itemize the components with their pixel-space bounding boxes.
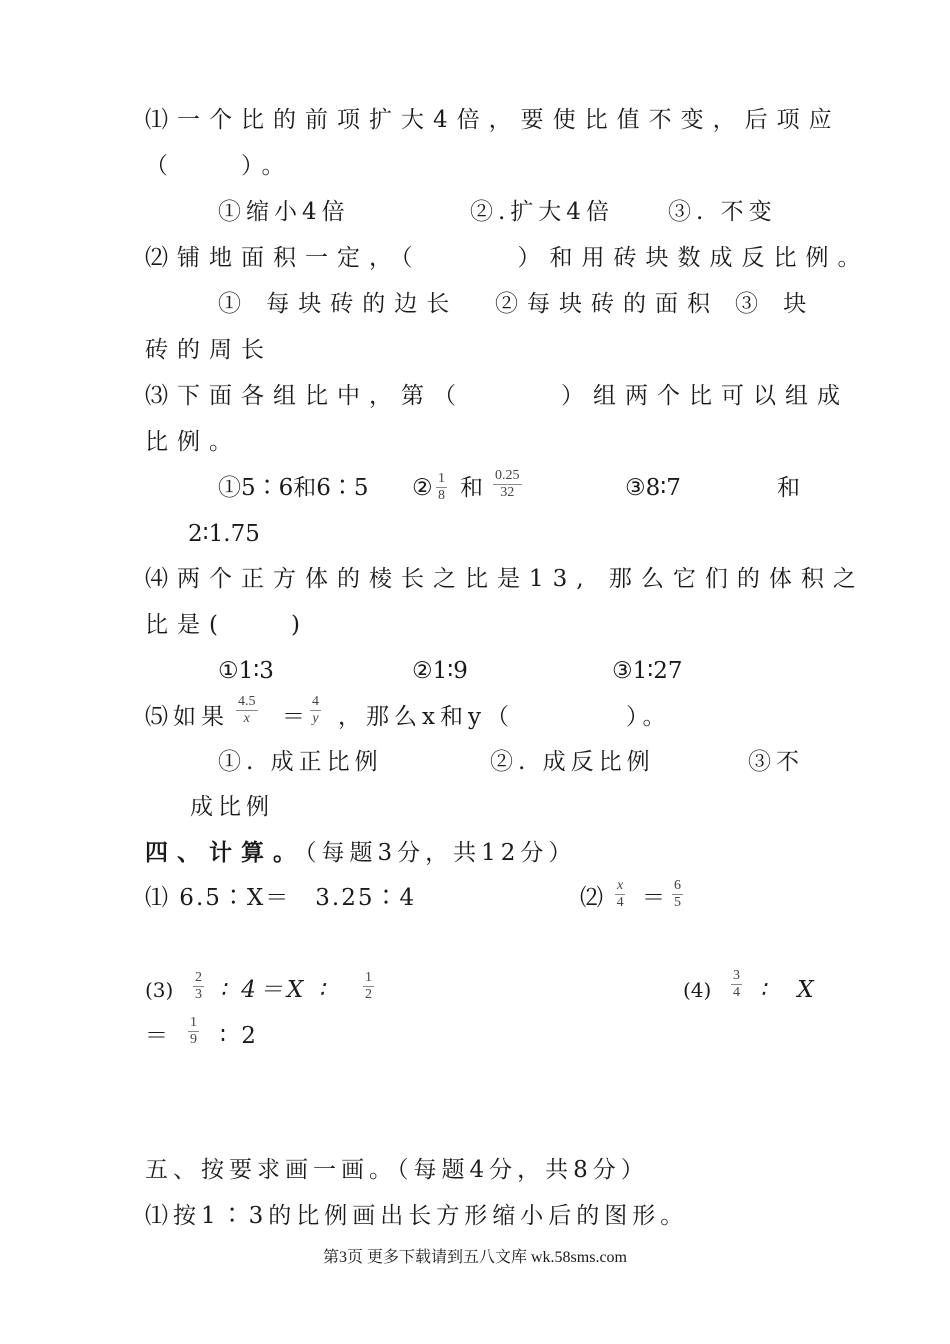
q4-option-3: ③1∶27 xyxy=(612,658,683,684)
q5-option-3-cont: 成比例 xyxy=(190,794,274,820)
calc-problem-2-equals: ＝ xyxy=(642,885,665,911)
fraction-numerator: x xyxy=(617,878,624,893)
calc-problem-4-tail: ∶ X xyxy=(760,977,826,1003)
q5-lead: ⑸如果 xyxy=(145,704,229,730)
fraction-denominator: 4 xyxy=(733,985,740,1000)
fraction-numerator: 4 xyxy=(312,694,319,709)
q2-option-1: ① 每块砖的边长 xyxy=(218,291,459,317)
fraction-numerator: 1 xyxy=(365,970,372,985)
q2-option-2: ②每块砖的面积 xyxy=(495,291,719,317)
q4-stem-cont: 比是( ) xyxy=(145,612,309,638)
q4-stem: ⑷两个正方体的棱长之比是13, 那么它们的体积之 xyxy=(145,566,865,592)
fraction-denominator: x xyxy=(243,711,250,726)
section-5-title: 五、按要求画一画。（每题4分，共8分） xyxy=(145,1157,649,1183)
calc-problem-2-fraction-2 xyxy=(672,878,683,911)
calc-problem-3-equals: ＝ xyxy=(145,1023,168,1049)
section-4-title: 四、计算。 xyxy=(145,839,305,866)
q3-option-2-fraction-2 xyxy=(493,468,522,501)
calc-problem-2-label: ⑵ xyxy=(580,885,603,911)
calc-problem-3-label: (3) xyxy=(145,978,174,1002)
q1-blank: （ ）。 xyxy=(145,153,294,179)
fraction-denominator: 4 xyxy=(616,895,624,910)
calc-problem-3-fraction-3 xyxy=(188,1015,199,1048)
fraction-denominator: 9 xyxy=(190,1032,197,1047)
calc-problem-3-tail: ∶ 2 xyxy=(220,1023,260,1049)
q4-option-1: ①1∶3 xyxy=(218,658,274,684)
q5-option-1: ①. 成正比例 xyxy=(218,749,383,775)
fraction-denominator: 3 xyxy=(195,987,202,1002)
q5-tail: ，那么x和y（ ）。 xyxy=(338,704,671,730)
fraction-denominator: 2 xyxy=(365,987,372,1002)
q5-fraction-2 xyxy=(310,694,321,727)
fraction-numerator: 1 xyxy=(438,471,445,486)
q2-option-3-cont: 砖的周长 xyxy=(145,337,273,363)
calc-problem-4-fraction xyxy=(731,968,742,1001)
fraction-denominator: 5 xyxy=(674,895,681,910)
calc-problem-3-fraction-1 xyxy=(193,970,204,1003)
q1-option-2: ②.扩大4倍 xyxy=(470,199,614,225)
fraction-denominator: 8 xyxy=(438,488,445,503)
fraction-denominator: y xyxy=(312,711,319,726)
section-4-note: （每题3分，共12分） xyxy=(305,840,577,866)
q3-option-1: ①5∶6和6∶5 xyxy=(218,475,369,501)
fraction-numerator: 3 xyxy=(733,968,740,983)
q1-stem: ⑴一个比的前项扩大4倍，要使比值不变，后项应 xyxy=(145,107,841,133)
q5-option-2: ②. 成反比例 xyxy=(490,749,655,775)
q3-option-3: ③8∶7 xyxy=(625,475,681,501)
q5-option-3: ③不 xyxy=(748,749,804,775)
fraction-numerator: 0.25 xyxy=(495,468,520,483)
q3-option-2-and: 和 xyxy=(460,475,483,501)
q1-option-1: ①缩小4倍 xyxy=(218,199,350,225)
section-4-heading xyxy=(145,838,576,868)
calc-problem-3-fraction-2 xyxy=(363,970,374,1003)
section-5-problem-1: ⑴按1∶3的比例画出长方形缩小后的图形。 xyxy=(145,1203,689,1229)
q5-fraction-1 xyxy=(236,694,258,727)
fraction-numerator: 6 xyxy=(674,878,681,893)
q1-option-3: ③. 不变 xyxy=(668,199,777,225)
q3-stem-cont: 比例。 xyxy=(145,429,241,455)
calc-problem-1: ⑴ 6.5∶X＝ 3.25∶4 xyxy=(145,885,417,911)
q3-option-2-fraction-1 xyxy=(436,471,447,504)
q5-equals: ＝ xyxy=(282,704,305,730)
q2-option-3: ③ 块 xyxy=(735,291,816,317)
q4-option-2: ②1∶9 xyxy=(412,658,468,684)
calc-problem-2-fraction-1 xyxy=(615,878,625,911)
page-footer: 第3页 更多下载请到五八文库 wk.58sms.com xyxy=(322,1249,627,1266)
fraction-denominator: 32 xyxy=(500,485,515,500)
q3-option-3-and: 和 xyxy=(777,475,800,501)
q3-option-2: ② xyxy=(412,475,433,501)
q2-stem: ⑵铺地面积一定，（ ）和用砖块数成反比例。 xyxy=(145,245,870,271)
fraction-numerator: 1 xyxy=(190,1015,197,1030)
fraction-numerator: 4.5 xyxy=(238,694,256,709)
q3-option-3-cont: 2∶1.75 xyxy=(188,521,260,547)
calc-problem-3-middle: ∶ 4＝X ∶ xyxy=(220,977,329,1003)
q3-stem: ⑶下面各组比中，第（ ）组两个比可以组成 xyxy=(145,383,849,409)
fraction-numerator: 2 xyxy=(195,970,202,985)
calc-problem-4-label: (4) xyxy=(683,978,712,1002)
